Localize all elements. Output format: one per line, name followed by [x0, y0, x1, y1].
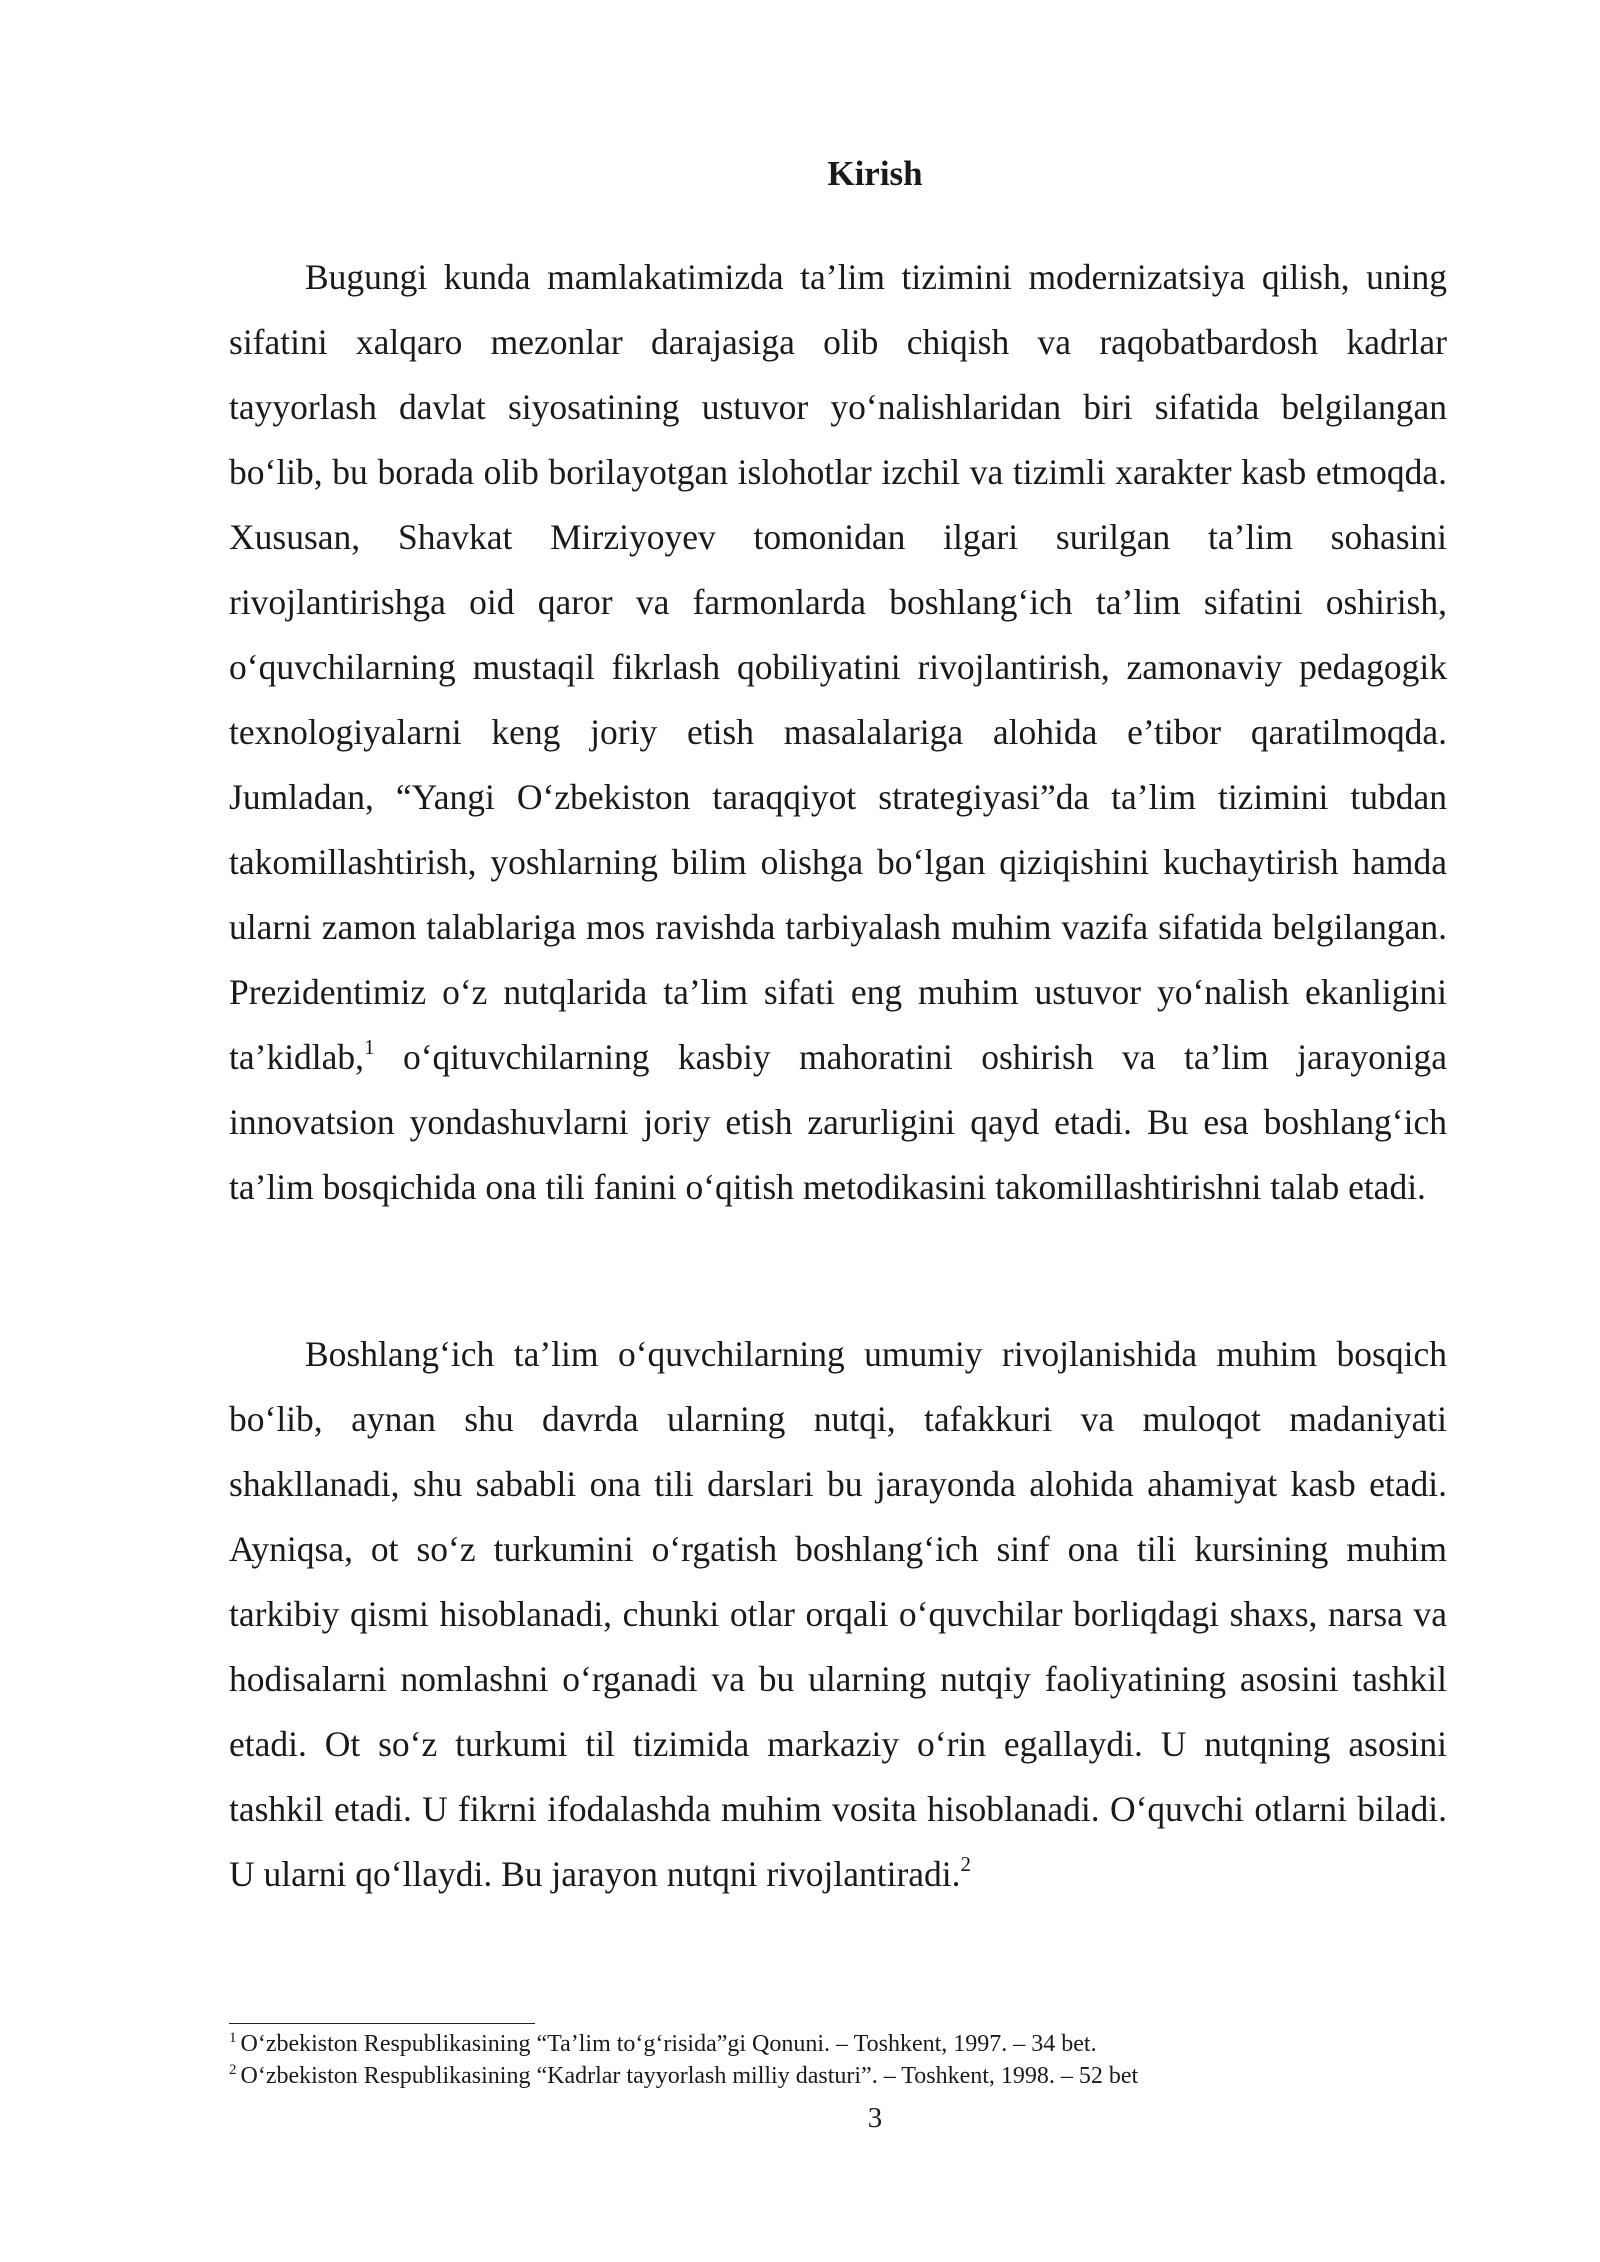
footnote-1 [229, 2028, 1449, 2060]
footnote-number: 2 [229, 2062, 237, 2078]
paragraph-primary-education [229, 1322, 1447, 1907]
paragraph-1-text-b: o‘qituvchilarning kasbiy mahoratini oshirish va ta’lim jarayoniga innovatsion yondashuvlarni joriy etish zarurligini qayd etadi. Bu esa boshlang‘ich ta’lim bosqichida ona tili fanini o‘qitish metodikasini takomillashtirishni talab etadi. [229, 1037, 1447, 1207]
paragraph-introduction [229, 245, 1447, 1220]
footnote-separator [229, 2023, 535, 2024]
footnote-reference-1[interactable]: 1 [364, 1035, 375, 1060]
section-heading: Kirish [827, 154, 923, 193]
footnote-text: O‘zbekiston Respublikasining “Kadrlar tayyorlash milliy dasturi”. – Toshkent, 1998. – 52 bet [240, 2063, 1139, 2089]
footnote-reference-2[interactable]: 2 [960, 1852, 972, 1877]
paragraph-1-text-a: Bugungi kunda mamlakatimizda ta’lim tizimini modernizatsiya qilish, uning sifatini xalqaro mezonlar darajasiga olib chiqish va raqobatbardosh kadrlar tayyorlash davlat siyosatining ustuvor yo‘nalishlaridan biri sifatida belgilangan bo‘lib, bu borada olib borilayotgan islohotlar izchil va tizimli xarakter kasb etmoqda. Xususan, Shavkat Mirziyoyev tomonidan ilgari surilgan ta’lim sohasini rivojlantirishga oid qaror va farmonlarda boshlang‘ich ta’lim sifatini oshirish, o‘quvchilarning mustaqil fikrlash qobiliyatini rivojlantirish, zamonaviy pedagogik texnologiyalarni keng joriy etish masalalariga alohida e’tibor qaratilmoqda. Jumladan, “Yangi O‘zbekiston taraqqiyot strategiyasi”da ta’lim tizimini tubdan takomillashtirish, yoshlarning bilim olishga bo‘lgan qiziqishini kuchaytirish hamda ularni zamon talablariga mos ravishda tarbiyalash muhim vazifa sifatida belgilangan. Prezidentimiz o‘z nutqlarida ta’lim sifati eng muhim ustuvor yo‘nalish ekanligini ta’kidlab, [229, 257, 1447, 1077]
footnote-text: O‘zbekiston Respublikasining “Ta’lim to‘g‘risida”gi Qonuni. – Toshkent, 1997. – 34 bet. [240, 2031, 1097, 2057]
paragraph-2-text: Boshlang‘ich ta’lim o‘quvchilarning umumiy rivojlanishida muhim bosqich bo‘lib, aynan shu davrda ularning nutqi, tafakkuri va muloqot madaniyati shakllanadi, shu sababli ona tili darslari bu jarayonda alohida ahamiyat kasb etadi. Ayniqsa, ot so‘z turkumini o‘rgatish boshlang‘ich sinf ona tili kursining muhim tarkibiy qismi hisoblanadi, chunki otlar orqali o‘quvchilar borliqdagi shaxs, narsa va hodisalarni nomlashni o‘rganadi va bu ularning nutqiy faoliyatining asosini tashkil etadi. Ot so‘z turkumi til tizimida markaziy o‘rin egallaydi. U nutqning asosini tashkil etadi. U fikrni ifodalashda muhim vosita hisoblanadi. O‘quvchi otlarni biladi. U ularni qo‘llaydi. Bu jarayon nutqni rivojlantiradi. [229, 1334, 1447, 1894]
footnotes [229, 2028, 1449, 2092]
page-number: 3 [867, 2102, 883, 2134]
footnote-2 [229, 2060, 1449, 2092]
footnote-number: 1 [229, 2030, 237, 2046]
